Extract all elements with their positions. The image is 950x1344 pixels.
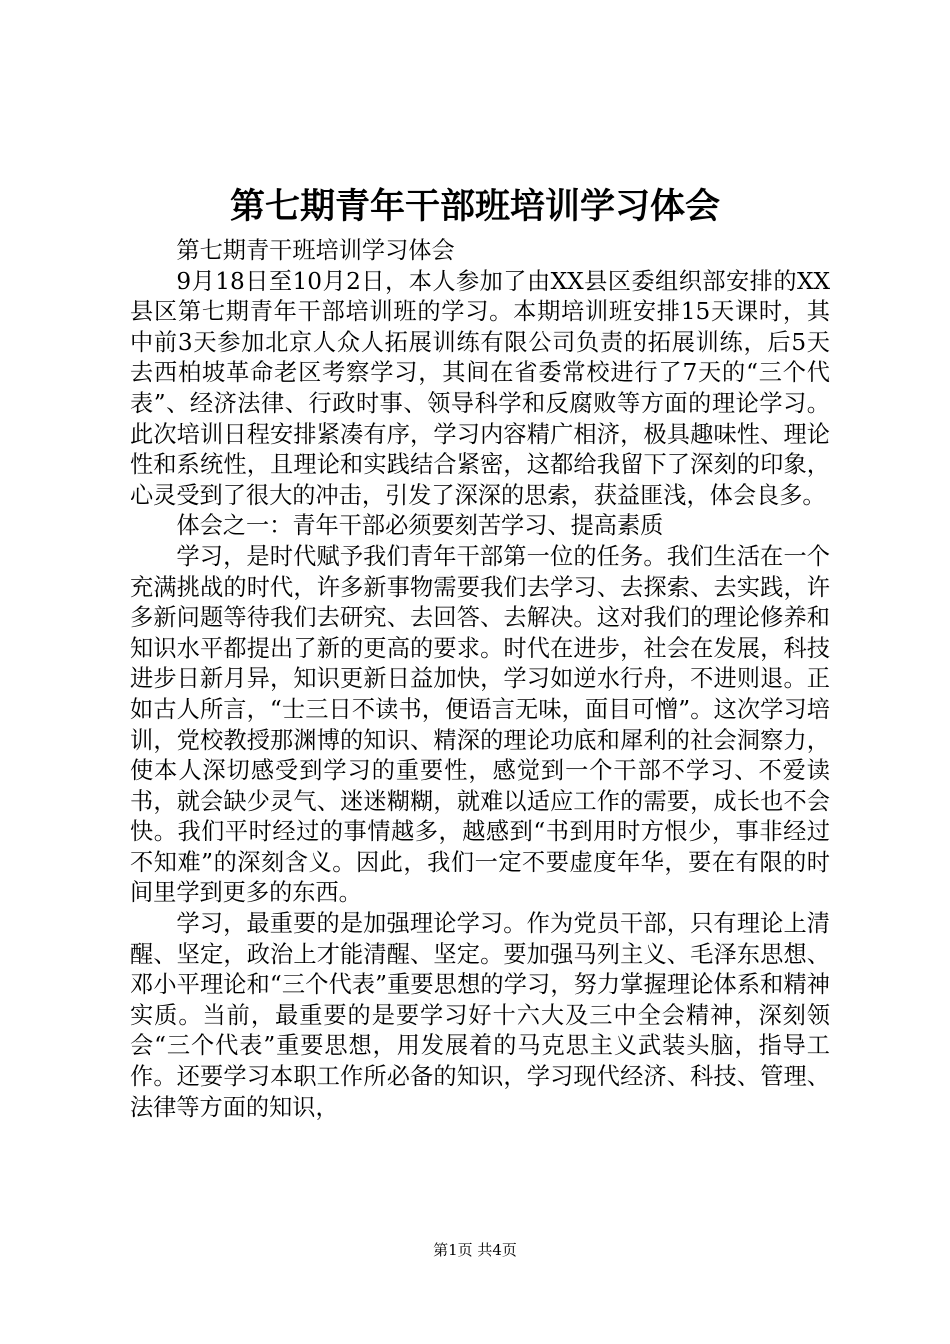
paragraph-study-1: 学习，是时代赋予我们青年干部第一位的任务。我们生活在一个充满挑战的时代，许多新事物需要我们去学习、去探索、去实践，许多新问题等待我们去研究、去回答、去解决。这对我们的理论修养和知识水平都提出了新的更高的要求。时代在进步，社会在发展，科技进步日新月异，知识更新日益加快，学习如逆水行舟，不进则退。正如古人所言，“士三日不读书，便语言无味，面目可憎”。这次学习培训，党校教授那渊博的知识、精深的理论功底和犀利的社会洞察力，使本人深切感受到学习的重要性，感觉到一个干部不学习、不爱读书，就会缺少灵气、迷迷糊糊，就难以适应工作的需要，成长也不会快。我们平时经过的事情越多，越感到“书到用时方恨少，事非经过不知难”的深刻含义。因此，我们一定不要虚度年华，要在有限的时间里学到更多的东西。 — [130, 542, 830, 907]
paragraph-subtitle: 第七期青干班培训学习体会 — [176, 237, 455, 264]
page-title: 第七期青年干部班培训学习体会 — [229, 186, 720, 227]
page-footer: 第1页 共4页 — [433, 1241, 517, 1259]
document-body — [130, 236, 830, 1123]
paragraph-intro: 9月18日至10月2日，本人参加了由XX县区委组织部安排的XX县区第七期青年干部培训班的学习。本期培训班安排15天课时，其中前3天参加北京人众人拓展训练有限公司负责的拓展训练，后5天去西柏坡革命老区考察学习，其间在省委常校进行了7天的“三个代表”、经济法律、行政时事、领导科学和反腐败等方面的理论学习。此次培训日程安排紧凑有序，学习内容精广相济，极具趣味性、理论性和系统性，且理论和实践结合紧密，这都给我留下了深刻的印象，心灵受到了很大的冲击，引发了深深的思索，获益匪浅，体会良多。 — [130, 267, 830, 509]
paragraph-heading-1: 体会之一：青年干部必须要刻苦学习、提高素质 — [176, 512, 664, 540]
paragraph-study-2: 学习，最重要的是加强理论学习。作为党员干部，只有理论上清醒、坚定，政治上才能清醒、坚定。要加强马列主义、毛泽东思想、邓小平理论和“三个代表”重要思想的学习，努力掌握理论体系和精神实质。当前，最重要的是要学习好十六大及三中全会精神，深刻领会“三个代表”重要思想，用发展着的马克思主义武装头脑，指导工作。还要学习本职工作所必备的知识，学习现代经济、科技、管理、法律等方面的知识， — [130, 910, 830, 1121]
